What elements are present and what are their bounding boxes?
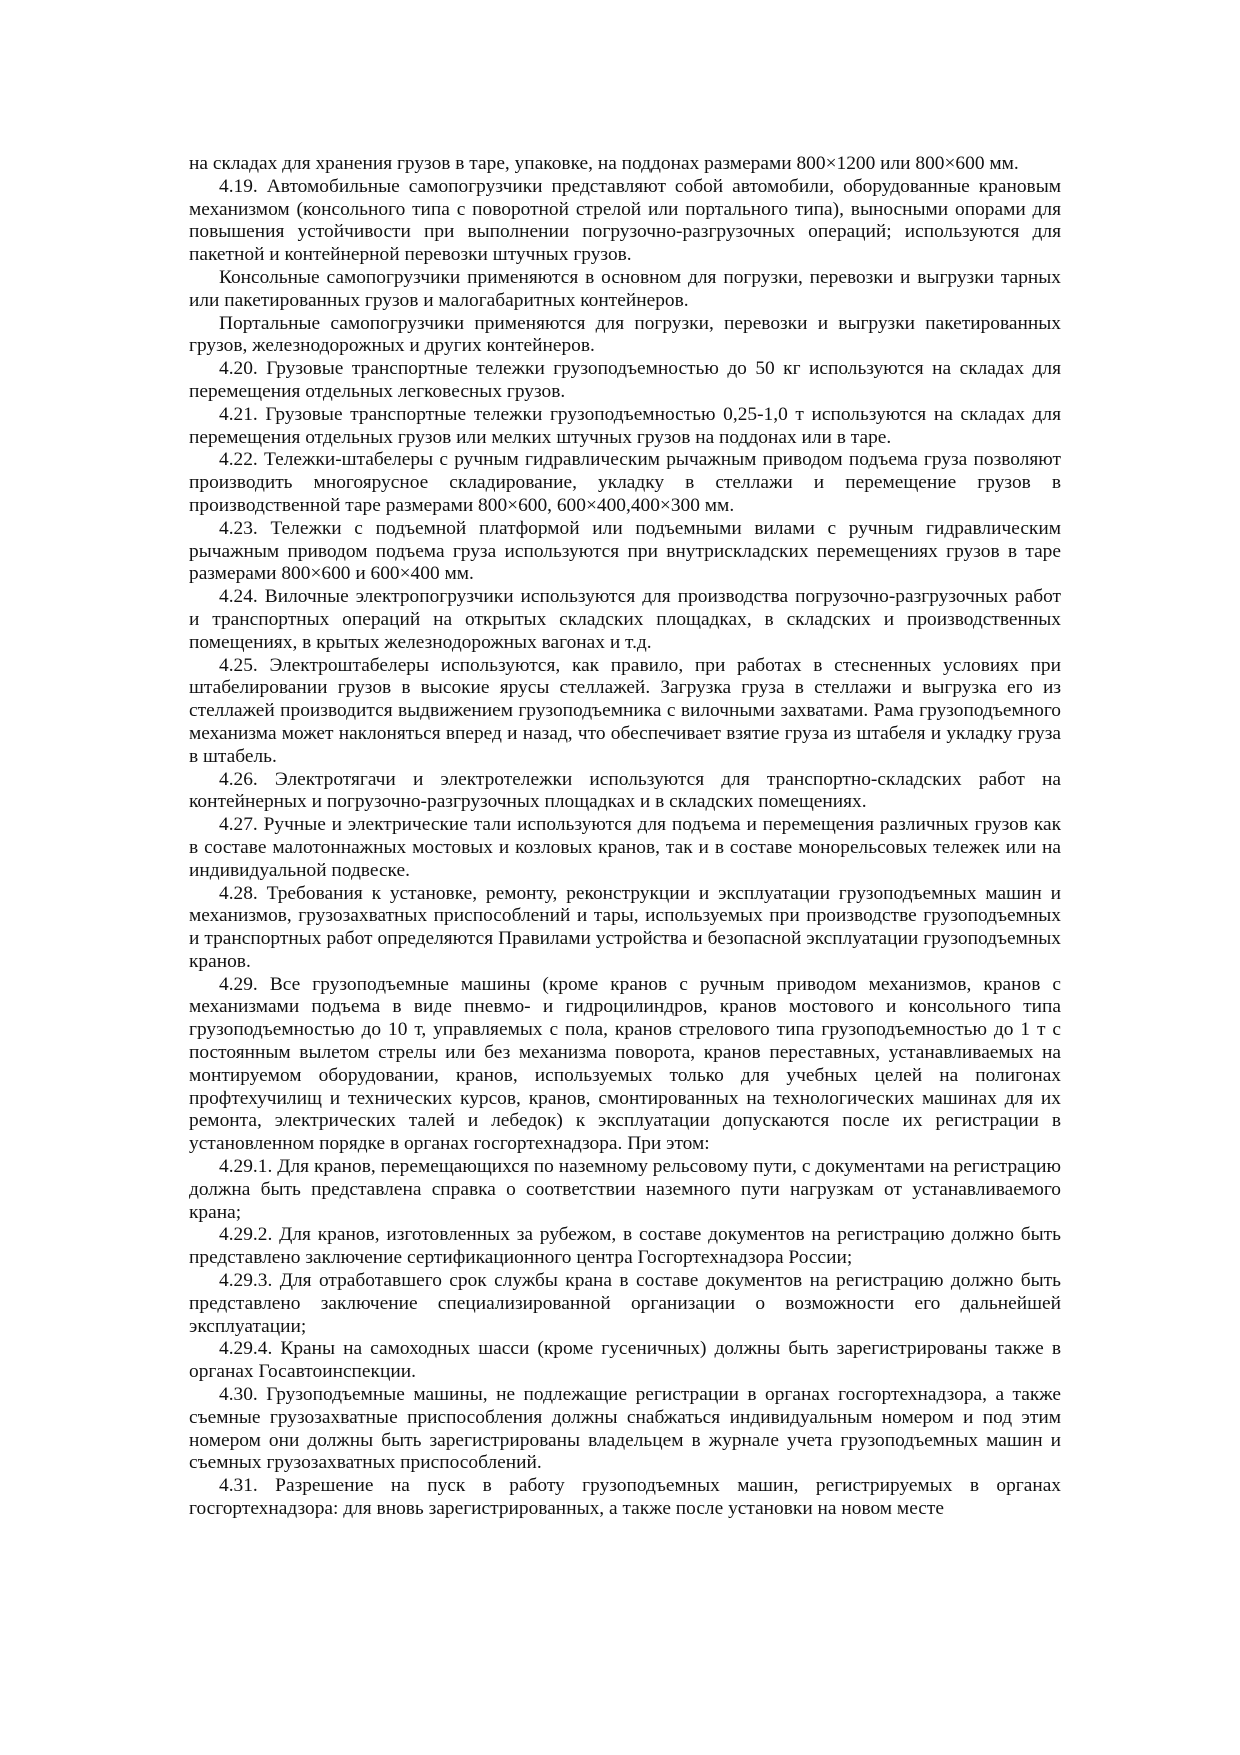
paragraph-continuation: на складах для хранения грузов в таре, упаковке, на поддонах размерами 800×1200 или 800×600 мм. xyxy=(189,153,1019,174)
paragraph-4-29-4: 4.29.4. Краны на самоходных шасси (кроме гусеничных) должны быть зарегистрированы также в органах Госавтоинспекции. xyxy=(189,1338,1061,1383)
paragraph-4-25: 4.25. Электроштабелеры используются, как правило, при работах в стесненных условиях при штабелировании грузов в высокие ярусы стеллажей. Загрузка груза в стеллажи и выгрузка его из стеллажей производится выдвижением грузоподъемника с вилочными захватами. Рама грузоподъемного механизма может наклоняться вперед и назад, что обеспечивает взятие груза из штабеля и укладку груза в штабель. xyxy=(189,654,1061,767)
paragraph-4-21: 4.21. Грузовые транспортные тележки грузоподъемностью 0,25-1,0 т используются на складах для перемещения отдельных грузов или мелких штучных грузов на поддонах или в таре. xyxy=(189,403,1061,448)
paragraph-4-30: 4.30. Грузоподъемные машины, не подлежащие регистрации в органах госгортехнадзора, а также съемные грузозахватные приспособления должны снабжаться индивидуальным номером и под этим номером они должны быть зарегистрированы владельцем в журнале учета грузоподъемных машин и съемных грузозахватных приспособлений. xyxy=(189,1384,1061,1474)
document-body xyxy=(189,153,1061,1521)
paragraph-4-31: 4.31. Разрешение на пуск в работу грузоподъемных машин, регистрируемых в органах госгортехнадзора: для вновь зарегистрированных, а также после установки на новом месте xyxy=(189,1475,1061,1520)
paragraph-4-26: 4.26. Электротягачи и электротележки используются для транспортно-складских работ на контейнерных и погрузочно-разгрузочных площадках и в складских помещениях. xyxy=(189,768,1061,813)
paragraph-4-23: 4.23. Тележки с подъемной платформой или подъемными вилами с ручным гидравлическим рычажным приводом подъема груза используются при внутрискладских перемещениях грузов в таре размерами 800×600 и 600×400 мм. xyxy=(189,517,1061,585)
paragraph-4-29-1: 4.29.1. Для кранов, перемещающихся по наземному рельсовому пути, с документами на регистрацию должна быть представлена справка о соответствии наземного пути нагрузкам от устанавливаемого крана; xyxy=(189,1156,1061,1223)
paragraph-4-29-3: 4.29.3. Для отработавшего срок службы крана в составе документов на регистрацию должно быть представлено заключение специализированной организации о возможности его дальнейшей эксплуатации; xyxy=(189,1270,1061,1337)
paragraph-4-22: 4.22. Тележки-штабелеры с ручным гидравлическим рычажным приводом подъема груза позволяют производить многоярусное складирование, укладку в стеллажи и перемещение грузов в производственной таре размерами 800×600, 600×400,400×300 мм. xyxy=(189,449,1061,516)
paragraph-4-24: 4.24. Вилочные электропогрузчики используются для производства погрузочно-разгрузочных работ и транспортных операций на открытых складских площадках, в складских и производственных помещениях, в крытых железнодорожных вагонах и т.д. xyxy=(189,586,1061,653)
paragraph-4-27: 4.27. Ручные и электрические тали используются для подъема и перемещения различных грузов как в составе малотоннажных мостовых и козловых кранов, так и в составе монорельсовых тележек или на индивидуальной подвеске. xyxy=(189,814,1061,881)
paragraph-4-20: 4.20. Грузовые транспортные тележки грузоподъемностью до 50 кг используются на складах для перемещения отдельных легковесных грузов. xyxy=(189,358,1061,402)
paragraph-4-29-2: 4.29.2. Для кранов, изготовленных за рубежом, в составе документов на регистрацию должно быть представлено заключение сертификационного центра Госгортехнадзора России; xyxy=(189,1224,1061,1269)
paragraph-4-19: 4.19. Автомобильные самопогрузчики представляют собой автомобили, оборудованные крановым механизмом (консольного типа с поворотной стрелой или портального типа), выносными опорами для повышения устойчивости при выполнении погрузочно-разгрузочных операций; используются для пакетной и контейнерной перевозки штучных грузов. xyxy=(189,175,1061,266)
paragraph-4-28: 4.28. Требования к установке, ремонту, реконструкции и эксплуатации грузоподъемных машин и механизмов, грузозахватных приспособлений и тары, используемых при производстве грузоподъемных и транспортных работ определяются Правилами устройства и безопасной эксплуатации грузоподъемных кранов. xyxy=(189,882,1061,972)
paragraph-portal-loaders: Портальные самопогрузчики применяются для погрузки, перевозки и выгрузки пакетированных грузов, железнодорожных и других контейнеров. xyxy=(189,312,1061,357)
paragraph-console-loaders: Консольные самопогрузчики применяются в основном для погрузки, перевозки и выгрузки тарных или пакетированных грузов и малогабаритных контейнеров. xyxy=(189,266,1061,311)
paragraph-4-29: 4.29. Все грузоподъемные машины (кроме кранов с ручным приводом механизмов, кранов с механизмами подъема в виде пневмо- и гидроцилиндров, кранов мостового и консольного типа грузоподъемностью до 10 т, управляемых с пола, кранов стрелового типа грузоподъемностью до 1 т с постоянным вылетом стрелы или без механизма поворота, кранов переставных, устанавливаемых на монтируемом оборудовании, кранов, используемых только для учебных целей на полигонах профтехучилищ и технических курсов, кранов, смонтированных на технологических машинах для их ремонта, электрических талей и лебедок) к эксплуатации допускаются после их регистрации в установленном порядке в органах госгортехнадзора. При этом: xyxy=(189,973,1061,1155)
